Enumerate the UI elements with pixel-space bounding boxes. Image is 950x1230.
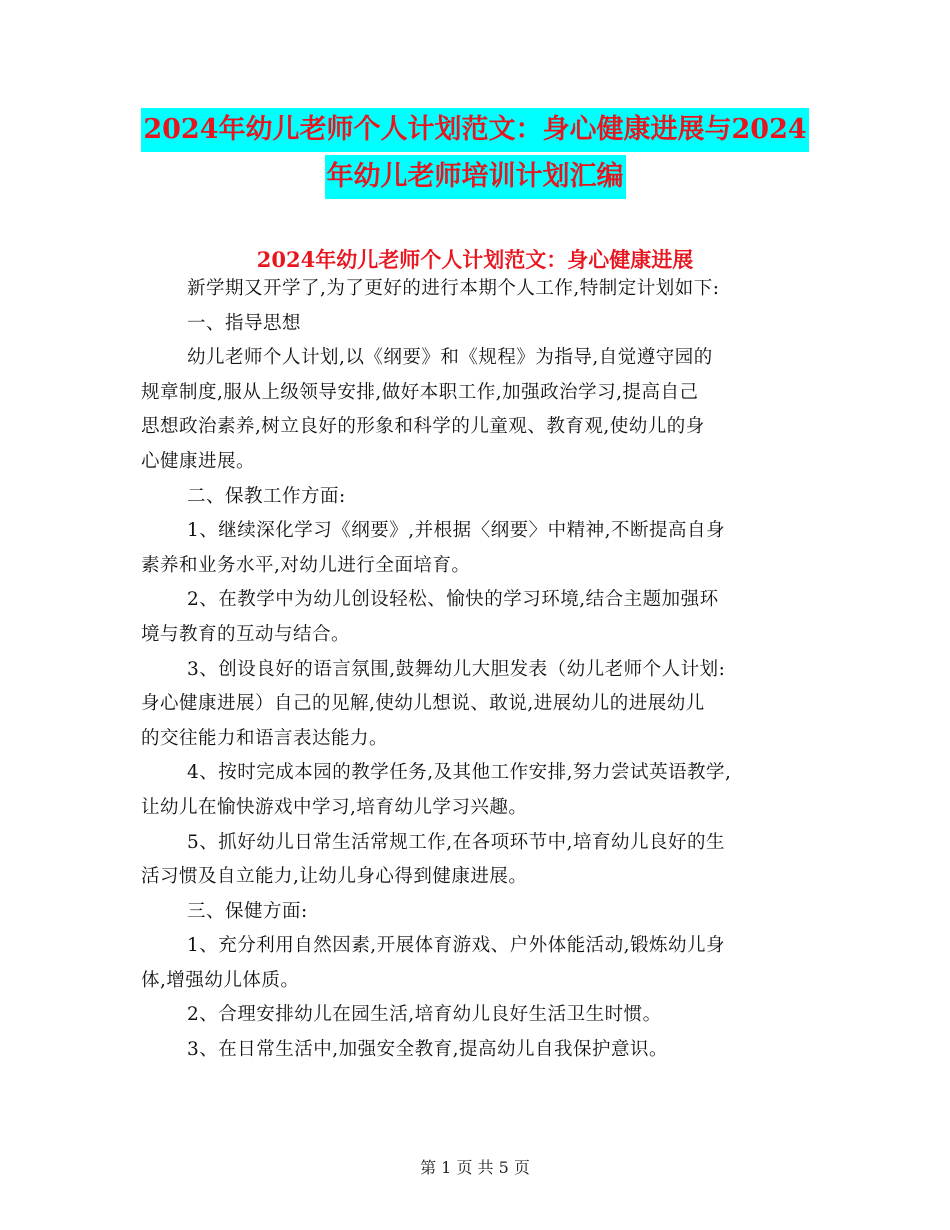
paragraph-line: 2、在教学中为幼儿创设轻松、愉快的学习环境,结合主题加强环 bbox=[187, 589, 719, 611]
title-line-1: 2024年幼儿老师个人计划范文：身心健康进展与2024 bbox=[141, 108, 808, 152]
section-subtitle: 2024年幼儿老师个人计划范文：身心健康进展 bbox=[256, 247, 694, 272]
paragraph-line: 境与教育的互动与结合。 bbox=[141, 623, 351, 645]
section-heading: 二、保教工作方面: bbox=[187, 485, 346, 507]
paragraph-line: 幼儿老师个人计划,以《纲要》和《规程》为指导,自觉遵守园的 bbox=[187, 347, 713, 369]
paragraph-line: 思想政治素养,树立良好的形象和科学的儿童观、教育观,使幼儿的身 bbox=[141, 416, 705, 438]
paragraph-line: 心健康进展。 bbox=[141, 450, 256, 472]
page-footer: 第 1 页 共 5 页 bbox=[420, 1158, 530, 1177]
section-heading: 三、保健方面: bbox=[187, 900, 308, 922]
document-title bbox=[0, 108, 950, 202]
paragraph-line: 素养和业务水平,对幼儿进行全面培育。 bbox=[141, 554, 471, 576]
paragraph-line: 规章制度,服从上级领导安排,做好本职工作,加强政治学习,提高自己 bbox=[141, 381, 699, 403]
paragraph-line: 1、继续深化学习《纲要》,并根据〈纲要〉中精神,不断提高自身 bbox=[187, 520, 726, 542]
paragraph-line: 4、按时完成本园的教学任务,及其他工作安排,努力尝试英语教学, bbox=[187, 762, 732, 784]
paragraph-line: 新学期又开学了,为了更好的进行本期个人工作,特制定计划如下: bbox=[187, 278, 720, 299]
paragraph-line: 的交往能力和语言表达能力。 bbox=[141, 727, 389, 749]
title-line-2: 年幼儿老师培训计划汇编 bbox=[325, 155, 626, 199]
document-body bbox=[141, 272, 821, 1068]
paragraph-line: 3、在日常生活中,加强安全教育,提高幼儿自我保护意识。 bbox=[187, 1039, 669, 1061]
paragraph-line: 1、充分利用自然因素,开展体育游戏、户外体能活动,锻炼幼儿身 bbox=[187, 935, 726, 957]
paragraph-line: 体,增强幼儿体质。 bbox=[141, 969, 300, 991]
section-heading: 一、指导思想 bbox=[187, 312, 302, 334]
paragraph-line: 身心健康进展）自己的见解,使幼儿想说、敢说,进展幼儿的进展幼儿 bbox=[141, 693, 705, 715]
paragraph-line: 让幼儿在愉快游戏中学习,培育幼儿学习兴趣。 bbox=[141, 796, 528, 818]
paragraph-line: 活习惯及自立能力,让幼儿身心得到健康进展。 bbox=[141, 866, 528, 888]
paragraph-line: 5、抓好幼儿日常生活常规工作,在各项环节中,培育幼儿良好的生 bbox=[187, 831, 726, 853]
paragraph-line: 3、创设良好的语言氛围,鼓舞幼儿大胆发表（幼儿老师个人计划: bbox=[187, 658, 726, 680]
paragraph-line: 2、合理安排幼儿在园生活,培育幼儿良好生活卫生时惯。 bbox=[187, 1004, 662, 1026]
